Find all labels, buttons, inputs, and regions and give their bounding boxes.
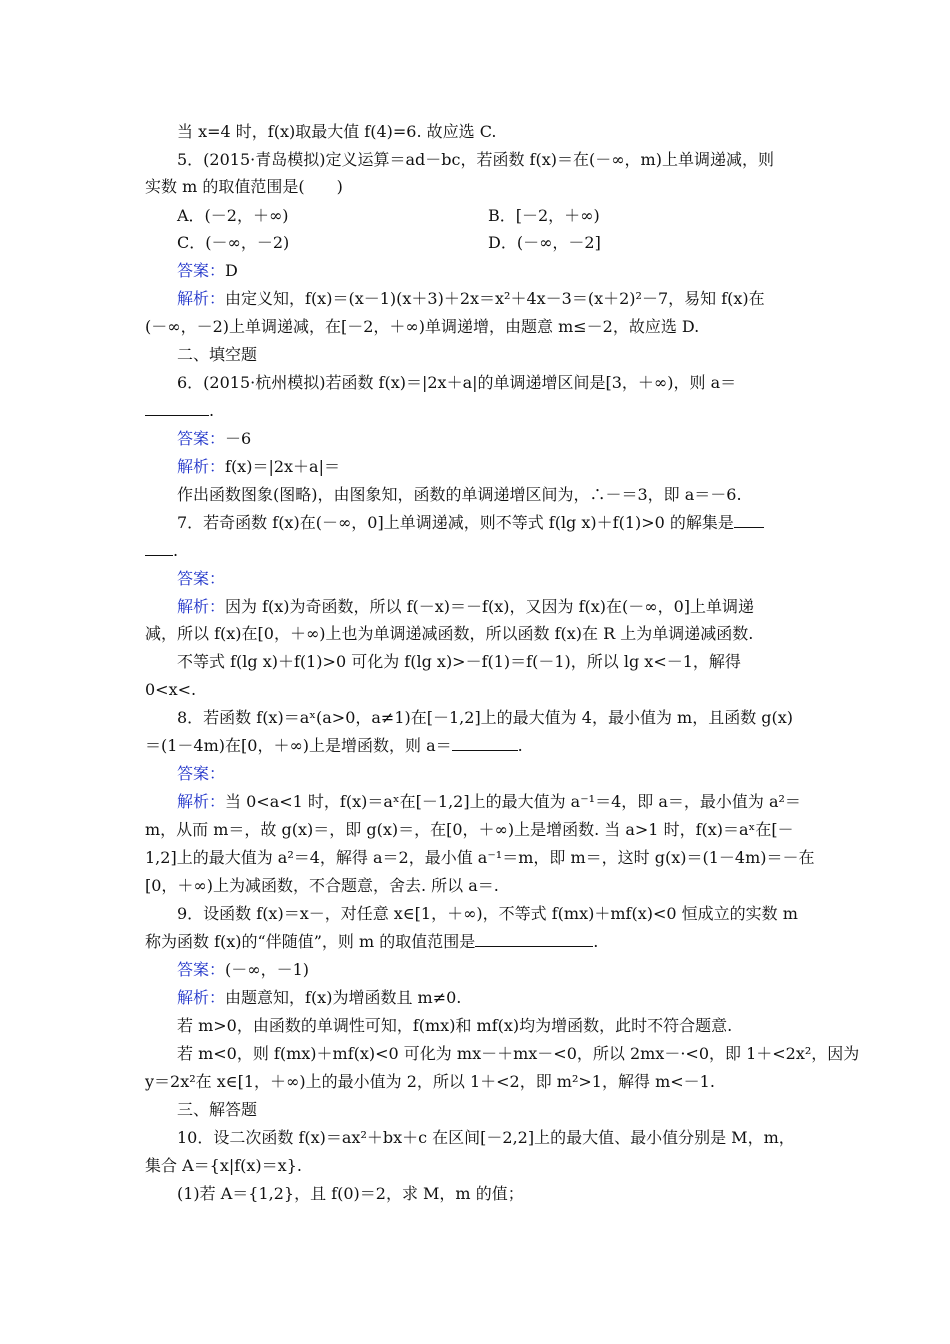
text-line: [0，＋∞)上为减函数，不合题意，舍去. 所以 a＝. — [145, 876, 499, 895]
section-heading: 二、填空题 — [177, 345, 258, 364]
answer-blank — [734, 513, 764, 528]
answer-text: －6 — [225, 429, 252, 448]
text-line: 0<x<. — [145, 680, 197, 699]
analysis-text: 由题意知，f(x)为增函数且 m≠0. — [225, 988, 462, 1007]
answer-text: (－∞，－1) — [225, 960, 310, 979]
text-line: 实数 m 的取值范围是( ) — [145, 177, 343, 196]
answer-label: 答案： — [177, 429, 226, 448]
question-7 — [177, 513, 764, 533]
analysis-text: f(x)＝|2x＋a|＝ — [225, 457, 340, 476]
option-a: A．(－2，＋∞) — [177, 206, 289, 225]
text-line: 不等式 f(lg x)＋f(1)>0 可化为 f(lg x)>－f(1)＝f(－1)，所以 lg x<－1，解得 — [177, 652, 741, 671]
answer-blank — [475, 932, 593, 947]
analysis-label: 解析： — [177, 457, 226, 476]
answer-label: 答案： — [177, 764, 226, 783]
analysis-text: 当 0<a<1 时，f(x)＝aˣ在[－1,2]上的最大值为 a⁻¹＝4，即 a＝，最小值为 a²＝ — [225, 792, 801, 811]
answer-text: D — [225, 261, 238, 280]
analysis-line — [177, 457, 340, 477]
text-line: 集合 A＝{x|f(x)＝x}. — [145, 1156, 302, 1175]
text-line: 若 m<0，则 f(mx)＋mf(x)<0 可化为 mx－＋mx－<0，所以 2mx－·<0，即 1＋<2x²，因为 — [177, 1044, 860, 1063]
answer-blank — [145, 541, 173, 556]
answer-blank — [145, 401, 209, 416]
answer-line — [177, 764, 225, 784]
answer-line — [177, 569, 225, 589]
text-fragment: 7．若奇函数 f(x)在(－∞，0]上单调递减，则不等式 f(lg x)＋f(1)>0 的解集是 — [177, 513, 734, 532]
question-6: 6．(2015·杭州模拟)若函数 f(x)＝|2x＋a|的单调递增区间是[3，＋∞)，则 a＝ — [177, 373, 737, 392]
analysis-line — [177, 988, 461, 1008]
question-9: 9．设函数 f(x)＝x－，对任意 x∈[1，＋∞)，不等式 f(mx)＋mf(x)<0 恒成立的实数 m — [177, 904, 798, 923]
text-fragment: ＝(1－4m)在[0，＋∞)上是增函数，则 a＝ — [145, 736, 452, 755]
text-line: 若 m>0，由函数的单调性可知，f(mx)和 mf(x)均为增函数，此时不符合题意. — [177, 1016, 733, 1035]
answer-line — [177, 261, 238, 281]
analysis-text: 由定义知，f(x)＝(x－1)(x＋3)＋2x＝x²＋4x－3＝(x＋2)²－7，易知 f(x)在 — [225, 289, 765, 308]
answer-label: 答案： — [177, 261, 226, 280]
text-line: 1,2]上的最大值为 a²＝4，解得 a＝2，最小值 a⁻¹＝m，即 m＝，这时 g(x)＝(1－4m)＝－在 — [145, 848, 815, 867]
question-8: 8．若函数 f(x)＝aˣ(a>0，a≠1)在[－1,2]上的最大值为 4，最小值为 m，且函数 g(x) — [177, 708, 794, 727]
text-fragment: 称为函数 f(x)的“伴随值”，则 m 的取值范围是 — [145, 932, 476, 951]
text-fragment: . — [593, 932, 599, 951]
question-5: 5．(2015·青岛模拟)定义运算＝ad－bc，若函数 f(x)＝在(－∞，m)上单调递减，则 — [177, 150, 774, 169]
answer-label: 答案： — [177, 960, 226, 979]
text-fragment: . — [517, 736, 523, 755]
text-line — [145, 401, 214, 421]
text-line: (－∞，－2)上单调递减，在[－2，＋∞)单调递增，由题意 m≤－2，故应选 D. — [145, 317, 700, 336]
analysis-line — [177, 792, 801, 812]
text-fragment: . — [173, 541, 179, 560]
text-line: 当 x=4 时，f(x)取最大值 f(4)=6. 故应选 C. — [177, 122, 497, 141]
answer-line — [177, 429, 251, 449]
text-line — [145, 932, 598, 952]
answer-line — [177, 960, 309, 980]
analysis-label: 解析： — [177, 988, 226, 1007]
option-b: B．[－2，＋∞) — [488, 206, 600, 225]
option-d: D．(－∞，－2] — [488, 233, 601, 252]
analysis-label: 解析： — [177, 792, 226, 811]
option-c: C．(－∞，－2) — [177, 233, 290, 252]
analysis-label: 解析： — [177, 289, 226, 308]
text-line — [145, 541, 178, 561]
text-line — [145, 736, 523, 756]
question-10: 10．设二次函数 f(x)＝ax²＋bx＋c 在区间[－2,2]上的最大值、最小值分别是 M，m， — [177, 1128, 795, 1147]
analysis-line — [177, 597, 754, 617]
text-line: 作出函数图象(图略)，由图象知，函数的单调递增区间为，∴－＝3，即 a＝－6. — [177, 485, 742, 504]
text-line: (1)若 A＝{1,2}，且 f(0)＝2，求 M，m 的值； — [177, 1184, 524, 1203]
text-line: y＝2x²在 x∈[1，＋∞)上的最小值为 2，所以 1＋<2，即 m²>1，解得 m<－1. — [145, 1072, 715, 1091]
analysis-label: 解析： — [177, 597, 226, 616]
answer-label: 答案： — [177, 569, 226, 588]
analysis-line — [177, 289, 765, 309]
text-line: 减，所以 f(x)在[0，＋∞)上也为单调递减函数，所以函数 f(x)在 R 上为单调递减函数. — [145, 624, 754, 643]
text-line: m，从而 m＝，故 g(x)＝，即 g(x)＝，在[0，＋∞)上是增函数. 当 a>1 时，f(x)＝aˣ在[－ — [145, 820, 794, 839]
analysis-text: 因为 f(x)为奇函数，所以 f(－x)＝－f(x)，又因为 f(x)在(－∞，0]上单调递 — [225, 597, 754, 616]
section-heading: 三、解答题 — [177, 1100, 258, 1119]
answer-blank — [452, 736, 518, 751]
text-fragment: . — [209, 401, 215, 420]
